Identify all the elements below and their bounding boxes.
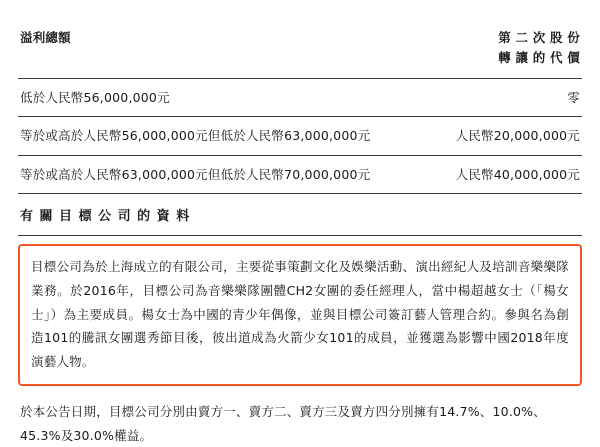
- table-header-row: [18, 14, 582, 79]
- target-company-info-paragraph: 目標公司為於上海成立的有限公司，主要從事策劃文化及娛樂活動、演出經紀人及培訓音樂樂隊業務。於2016年，目標公司為音樂樂隊團體CH2女團的委任經理人，當中楊超越女士（「楊女士」）為主要成員。楊女士為中國的青少年偶像，並與目標公司簽訂藝人管理合約。參與名為創造101的騰訊女團選秀節目後，彼出道成為火箭少女101的成員，並獲選為影響中國2018年度演藝人物。: [31, 259, 569, 370]
- header-right-line2: 轉 讓 的 代 價: [498, 50, 580, 65]
- highlighted-paragraph-box: [18, 244, 582, 386]
- table-row: [18, 79, 582, 117]
- table-row: [18, 117, 582, 155]
- row-1-right: 人民幣20,000,000元: [400, 117, 582, 155]
- divider-below-section-title: [18, 235, 582, 236]
- table-row: [18, 155, 582, 193]
- header-second-transfer-consideration: [400, 14, 582, 79]
- row-2-right: 人民幣40,000,000元: [400, 155, 582, 193]
- header-profit-total: 溢利總額: [20, 30, 71, 45]
- row-0-right: 零: [400, 79, 582, 117]
- header-right-line1: 第 二 次 股 份: [498, 30, 580, 45]
- row-0-left: 低於人民幣56,000,000元: [18, 79, 400, 117]
- ownership-paragraph: 於本公告日期，目標公司分別由賣方一、賣方二、賣方三及賣方四分別擁有14.7%、10.0%、45.3%及30.0%權益。: [20, 403, 546, 443]
- top-spacer: [18, 0, 582, 14]
- row-2-left: 等於或高於人民幣63,000,000元但低於人民幣70,000,000元: [18, 155, 400, 193]
- profit-consideration-table: [18, 14, 582, 193]
- row-1-left: 等於或高於人民幣56,000,000元但低於人民幣63,000,000元: [18, 117, 400, 155]
- section-title: 有 關 目 標 公 司 的 資 料: [20, 209, 191, 225]
